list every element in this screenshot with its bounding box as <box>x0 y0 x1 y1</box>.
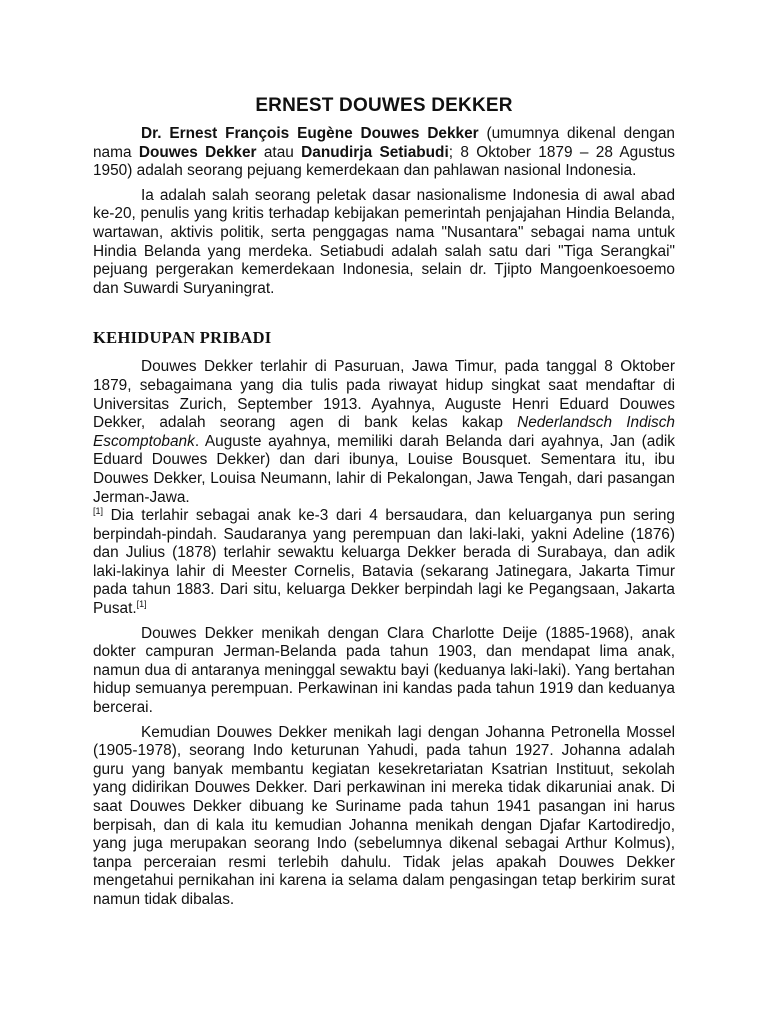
section-text-2: . Auguste ayahnya, memiliki darah Belanda dari ayahnya, Jan (adik Eduard Douwes Dekker) dan dari ibunya, Louise Bousquet. Sementara itu, ibu Douwes Dekker, Louisa Neumann, lahir di Pekalongan, Jawa Tengah, dari pasangan Jerman-Jawa. <box>93 432 675 506</box>
intro-text-1: (umumnya dikenal dengan nama <box>93 125 675 161</box>
intro-text-3: ; 8 Oktober 1879 – 28 Agustus 1950) adalah seorang pejuang kemerdekaan dan pahlawan nasional Indonesia. <box>93 143 675 180</box>
bank-name: Nederlandsch Indisch Escomptobank <box>93 414 675 450</box>
page-title: ERNEST DOUWES DEKKER <box>255 95 513 116</box>
intro-text-2: atau <box>256 143 302 161</box>
section-text-3: Dia terlahir sebagai anak ke-3 dari 4 bersaudara, dan keluarganya pun sering berpindah-pindah. Saudaranya yang perempuan dan laki-laki, yakni Adeline (1876) dan Julius (1878) terlahir sewaktu keluarga Dekker berada di Surabaya, dan adik laki-lakinya lahir di Meester Cornelis, Batavia (sekarang Jatinegara, Jakarta Timur pada tahun 1883. Dari situ, keluarga Dekker berpindah lagi ke Pegangsaan, Jakarta Pusat. <box>93 507 675 618</box>
document-body <box>93 95 675 916</box>
alias-name-1: Douwes Dekker <box>138 143 257 161</box>
footnote-ref-1[interactable]: [1] <box>93 506 104 517</box>
section-paragraph-2: Douwes Dekker menikah dengan Clara Charlotte Deije (1885-1968), anak dokter campuran Jerman-Belanda pada tahun 1903, dan mendapat lima anak, namun dua di antaranya meninggal sewaktu bayi (keduanya laki-laki). Yang bertahan hidup semuanya perempuan. Perkawinan ini kandas pada tahun 1919 dan keduanya bercerai. <box>93 624 675 717</box>
full-name: Dr. Ernest François Eugène Douwes Dekker <box>141 125 479 142</box>
section-heading: KEHIDUPAN PRIBADI <box>93 328 272 348</box>
section-text-1: Douwes Dekker terlahir di Pasuruan, Jawa Timur, pada tanggal 8 Oktober 1879, sebagaimana yang dia tulis pada riwayat hidup singkat saat mendaftar di Universitas Zurich, September 1913. Ayahnya, Auguste Henri Eduard Douwes Dekker, adalah seorang agen di bank kelas kakap <box>93 358 675 432</box>
alias-name-2: Danudirja Setiabudi <box>301 143 449 161</box>
intro-paragraph-2: Ia adalah salah seorang peletak dasar nasionalisme Indonesia di awal abad ke-20, penulis yang kritis terhadap kebijakan pemerintah penjajahan Hindia Belanda, wartawan, aktivis politik, serta penggagas nama "Nusantara" sebagai nama untuk Hindia Belanda yang merdeka. Setiabudi adalah salah satu dari "Tiga Serangkai" pejuang pergerakan kemerdekaan Indonesia, selain dr. Tjipto Mangoenkoesoemo dan Suwardi Suryaningrat. <box>93 186 675 297</box>
footnote-ref-2[interactable]: [1] <box>136 599 147 610</box>
section-paragraph-1 <box>93 358 675 618</box>
intro-paragraph-1 <box>93 125 675 181</box>
section-paragraph-3: Kemudian Douwes Dekker menikah lagi dengan Johanna Petronella Mossel (1905-1978), seorang Indo keturunan Yahudi, pada tahun 1927. Johanna adalah guru yang banyak membantu kegiatan kesekretariatan Ksatrian Instituut, sekolah yang didirikan Douwes Dekker. Dari perkawinan ini mereka tidak dikaruniai anak. Di saat Douwes Dekker dibuang ke Suriname pada tahun 1941 pasangan ini harus berpisah, dan di kala itu kemudian Johanna menikah dengan Djafar Kartodiredjo, yang juga merupakan seorang Indo (sebelumnya dikenal sebagai Arthur Kolmus), tanpa perceraian resmi terlebih dahulu. Tidak jelas apakah Douwes Dekker mengetahui pernikahan ini karena ia selama dalam pengasingan tetap berkirim surat namun tidak dibalas. <box>93 723 675 908</box>
